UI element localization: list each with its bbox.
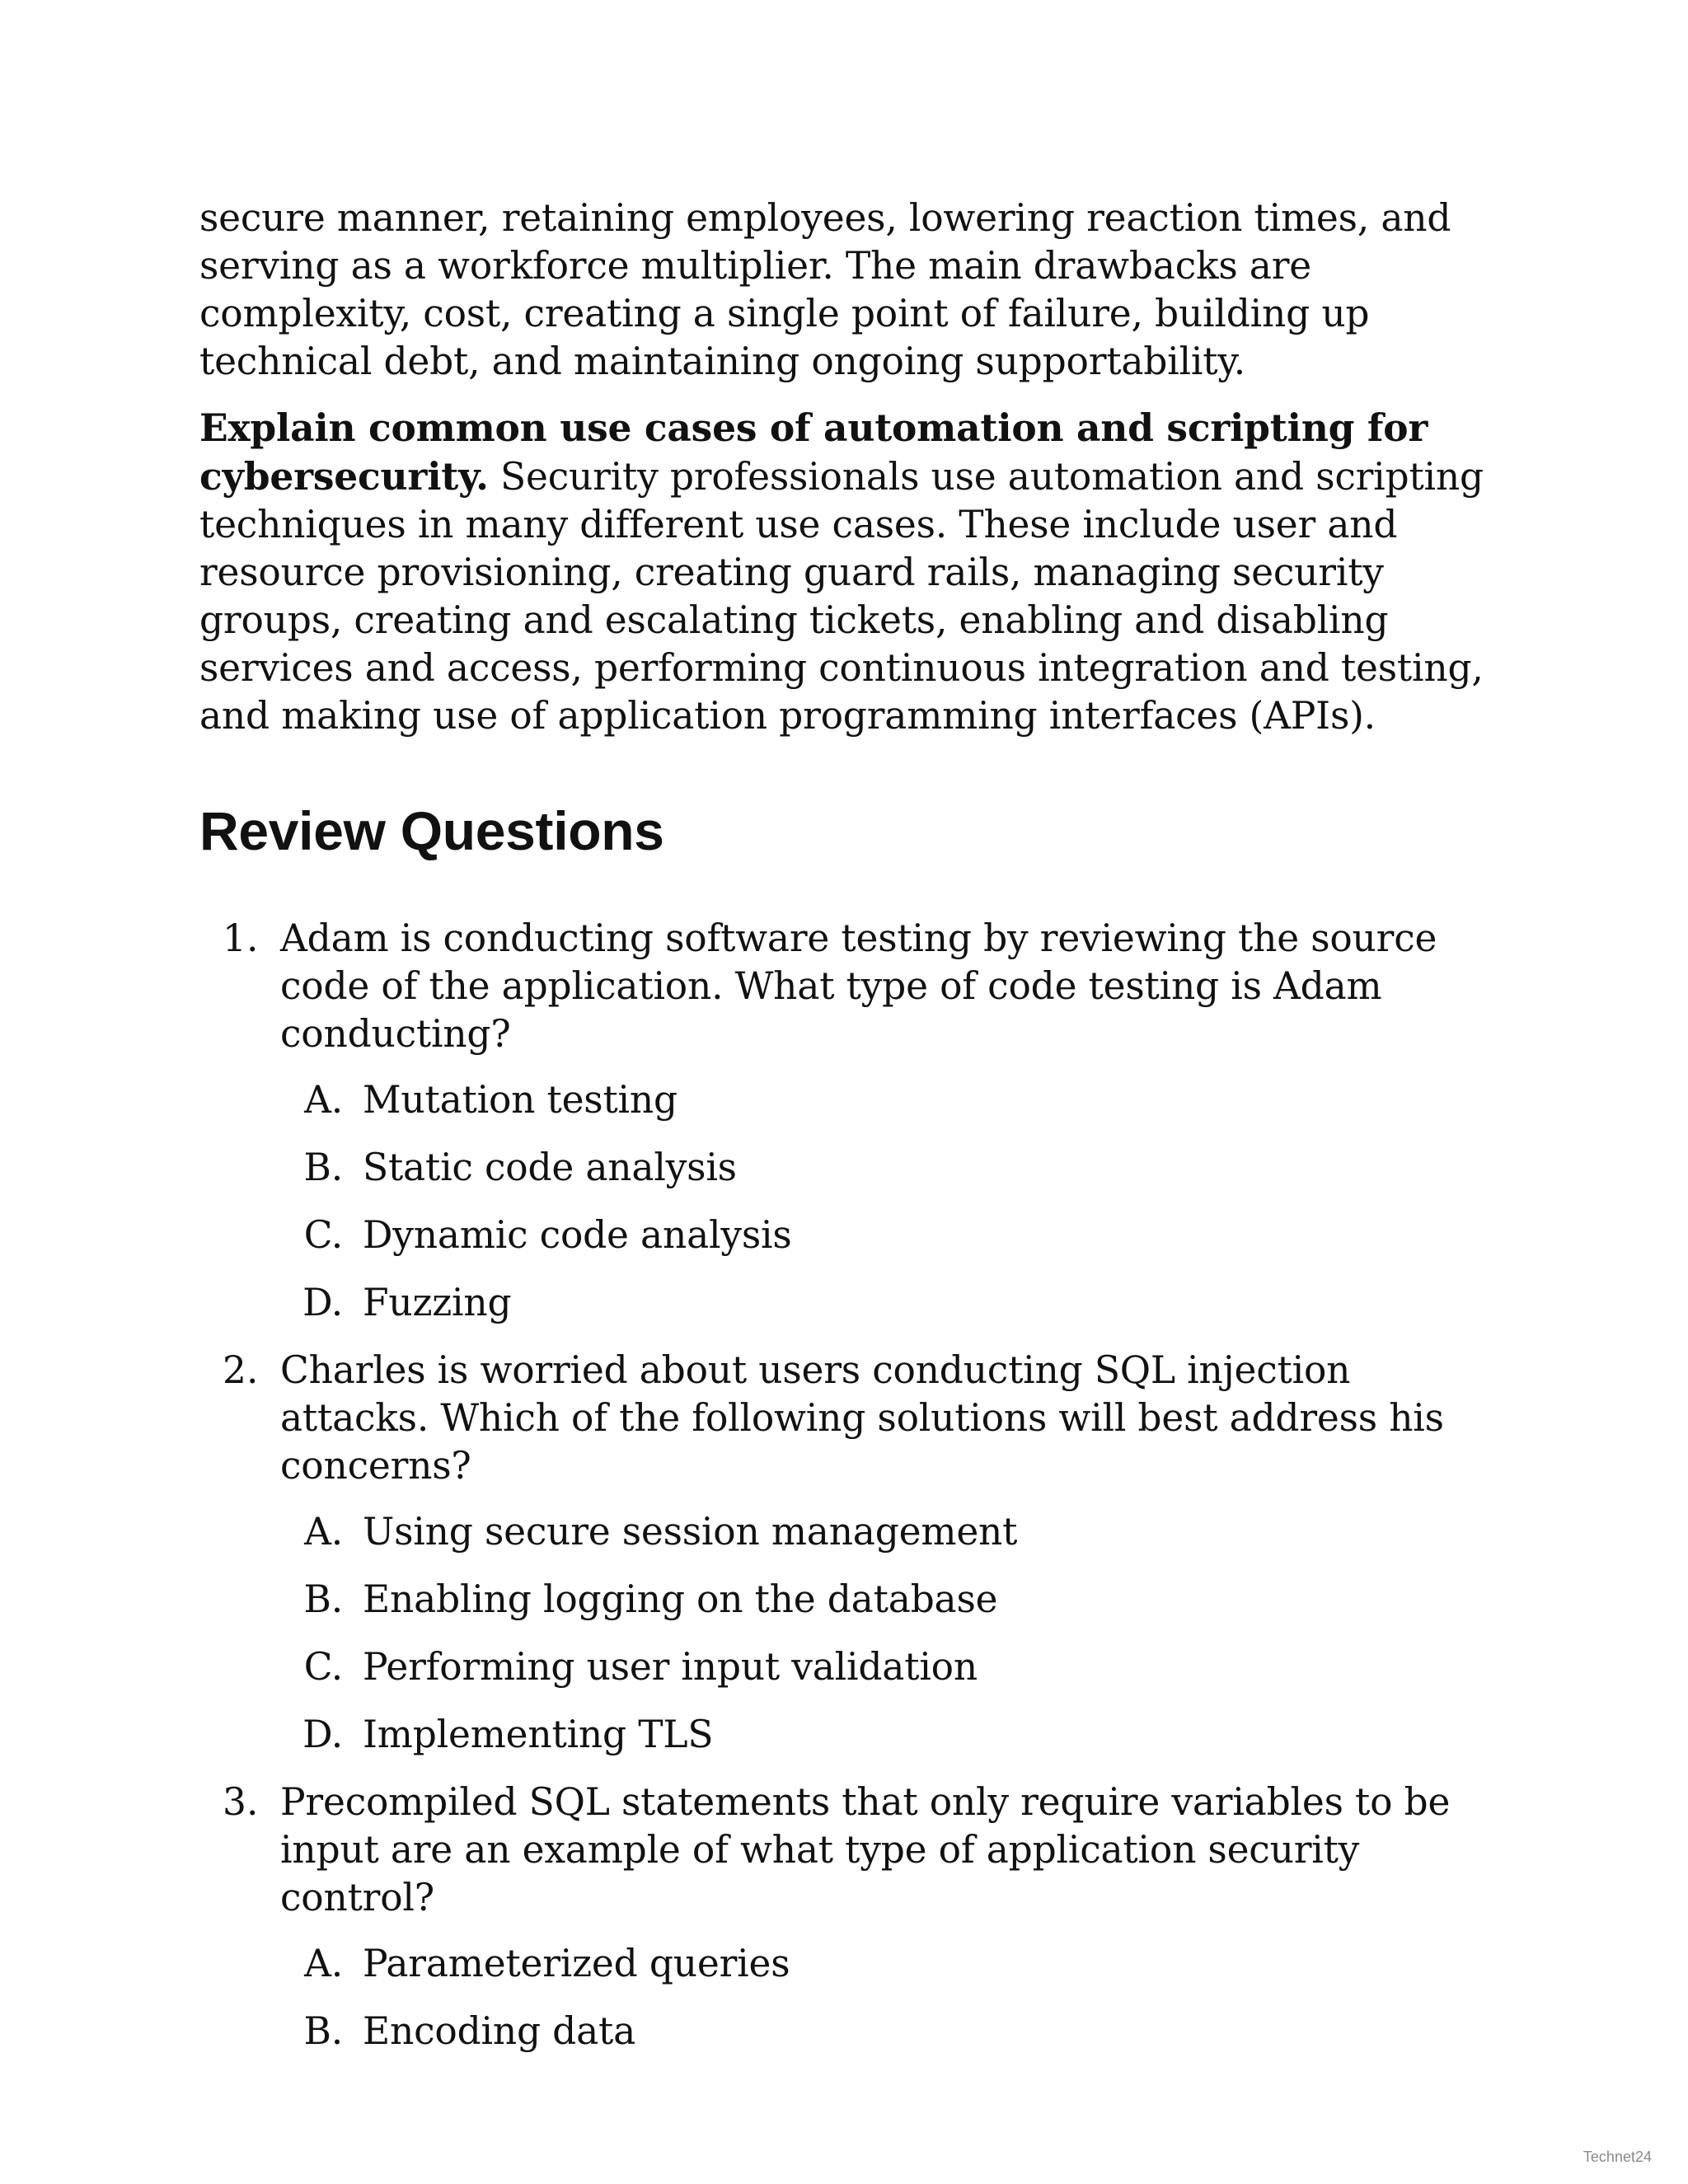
option-list: [280, 1940, 1510, 2055]
option-letter: A.: [304, 1942, 343, 1985]
option-text: Encoding data: [363, 2009, 636, 2053]
option-item: [280, 1576, 1510, 1624]
option-item: [280, 1940, 1510, 1988]
option-text: Performing user input validation: [363, 1645, 978, 1689]
question-3: [199, 1779, 1510, 2055]
option-item: [280, 1212, 1510, 1259]
question-number: 1.: [223, 916, 259, 960]
intro-paragraph: secure manner, retaining employees, lowering reaction times, and serving as a workforce multiplier. The main drawbacks are complexity, cost, creating a single point of failure, building up technical debt, and maintaining ongoing supportability.: [199, 196, 1451, 383]
option-letter: B.: [303, 1577, 343, 1621]
watermark-text: Technet24: [1582, 2149, 1652, 2165]
objective-body: Security professionals use automation and scripting techniques in many different use cases. These include user and resource provisioning, creating guard rails, managing security groups, creating and escalating tickets, enabling and disabling services and access, performing continuous integration and testing, and making use of application programming interfaces (APIs).: [199, 455, 1484, 738]
option-item: [280, 2008, 1510, 2055]
option-text: Using secure session management: [363, 1510, 1018, 1554]
option-letter: A.: [304, 1510, 343, 1554]
question-number: 3.: [223, 1780, 259, 1824]
question-text: Adam is conducting software testing by reviewing the source code of the application. What type of code testing is Adam conducting?: [280, 916, 1437, 1056]
option-item: [280, 1711, 1510, 1759]
option-letter: D.: [302, 1713, 343, 1756]
option-text: Mutation testing: [363, 1078, 678, 1122]
option-item: [280, 1076, 1510, 1124]
option-text: Fuzzing: [363, 1281, 512, 1324]
option-list: [280, 1076, 1510, 1327]
option-list: [280, 1508, 1510, 1759]
question-text: Precompiled SQL statements that only require variables to be input are an example of what type of application security control?: [280, 1780, 1451, 1919]
option-letter: A.: [304, 1078, 343, 1122]
option-text: Static code analysis: [363, 1146, 737, 1189]
option-text: Implementing TLS: [363, 1713, 714, 1756]
objective-paragraph: [199, 404, 1510, 740]
option-letter: B.: [303, 2009, 343, 2053]
option-text: Enabling logging on the database: [363, 1577, 998, 1621]
option-text: Parameterized queries: [363, 1942, 790, 1985]
question-2: [199, 1347, 1510, 1759]
option-letter: D.: [302, 1281, 343, 1324]
page-content: [199, 194, 1510, 2075]
question-text: Charles is worried about users conducting SQL injection attacks. Which of the following solutions will best address his concerns?: [280, 1348, 1444, 1488]
option-letter: C.: [303, 1213, 343, 1257]
option-item: [280, 1144, 1510, 1192]
question-1: [199, 915, 1510, 1327]
objective-title: Explain common use cases of automation and scripting for cybersecurity.: [199, 405, 1428, 499]
option-letter: B.: [303, 1146, 343, 1189]
option-item: [280, 1279, 1510, 1327]
option-item: [280, 1643, 1510, 1691]
option-item: [280, 1508, 1510, 1556]
review-questions-heading: Review Questions: [199, 800, 664, 861]
option-text: Dynamic code analysis: [363, 1213, 792, 1257]
question-list: [199, 915, 1510, 2055]
question-number: 2.: [223, 1348, 259, 1392]
option-letter: C.: [303, 1645, 343, 1689]
